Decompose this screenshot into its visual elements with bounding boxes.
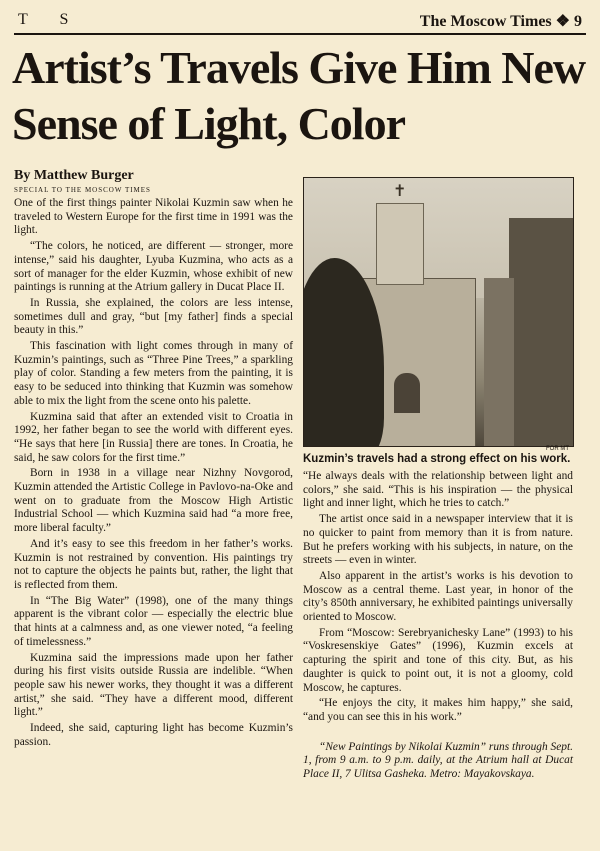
byline: By Matthew Burger [14, 168, 134, 183]
section-letters: T S [18, 11, 83, 28]
article-column-right [303, 470, 573, 784]
paragraph: Born in 1938 in a village near Nizhny Novgorod, Kuzmin attended the Artistic College in Pavlovo-na-Oke and went on to graduate from the Moscow High Artistic Industrial School — which Kuzmina said had “a more free, more liberal faculty.” [14, 467, 293, 535]
paragraph: One of the first things painter Nikolai Kuzmin saw when he traveled to Western Europe for the first time in 1991 was the light. [14, 197, 293, 237]
paragraph: Kuzmina said that after an extended visit to Croatia in 1992, her father began to see the world with different eyes. “He says that here [in Russia] there are tones. In Croatia, he said, he saw colors for the first time.” [14, 410, 293, 464]
paragraph: Indeed, she said, capturing light has become Kuzmin’s passion. [14, 722, 293, 748]
paragraph: “He always deals with the relationship between light and colors,” she said. “This is his inspiration — the physical light and inner light, which he tries to catch.” [303, 470, 573, 510]
paragraph: From “Moscow: Serebryanichesky Lane” (1993) to his “Voskresenskiye Gates” (1996), Kuzmin excels at capturing the spirit and tone of this city. But, as his daughter is quick to point out, it is not a gloomy, cold Moscow, he captures. [303, 626, 573, 694]
paragraph: In “The Big Water” (1998), one of the many things apparent is the vibrant color — especially the electric blue that hints at a calmness and, as one viewer noted, “a feeling of timelessness.” [14, 594, 293, 648]
paragraph: In Russia, she explained, the colors are less intense, sometimes dull and gray, “but [my father] finds a special beauty in this.” [14, 296, 293, 337]
paragraph: And it’s easy to see this freedom in her father’s works. Kuzmin is not restrained by convention. His paintings try not to capture the objects he paints but, rather, the light that is reflected from them. [14, 537, 293, 591]
byline-credit: SPECIAL TO THE MOSCOW TIMES [14, 186, 151, 194]
paragraph: “He enjoys the city, it makes him happy,” she said, “and you can see this in his work.” [303, 697, 573, 723]
page-header [14, 9, 586, 35]
article-photo [303, 177, 574, 447]
paragraph: Also apparent in the artist’s works is his devotion to Moscow as a central theme. Last year, in honor of the city’s 850th anniversary, he exhibited paintings universally oriented to Moscow. [303, 569, 573, 624]
photo-caption: Kuzmin’s travels had a strong effect on his work. [303, 453, 571, 465]
photo-credit: FOR MT [546, 446, 569, 452]
paragraph: “The colors, he noticed, are different — stronger, more intense,” said his daughter, Lyuba Kuzmina, who acts as a sort of manager for the elder Kuzmin, whose exhibit of new paintings is running at the Atrium gallery in Ducat Place II. [14, 240, 293, 294]
photo-building [484, 278, 514, 446]
photo-door [394, 373, 420, 413]
exhibit-info: “New Paintings by Nikolai Kuzmin” runs through Sept. 1, from 9 a.m. to 9 p.m. daily, at the Atrium hall at Ducat Place II, 7 Ulitsa Gasheka. Metro: Mayakovskaya. [303, 740, 573, 781]
paragraph: Kuzmina said the impressions made upon her father during his first visits outside Russia are indelible. “When people saw his newer works, they thought it was a different artist,” she said. “They have a different mood, different light.” [14, 651, 293, 719]
masthead: The Moscow Times ❖ 9 [419, 13, 582, 30]
article-column-left [14, 197, 293, 751]
paragraph: The artist once said in a newspaper interview that it is no quicker to paint from memory than it is from nature. But he prefers working with his subjects, in nature, on the streets — even in winter. [303, 513, 573, 567]
headline: Artist’s Travels Give Him New Sense of Light, Color [12, 42, 586, 149]
photo-cross: ✝ [393, 183, 407, 200]
photo-building [509, 218, 573, 446]
photo-bell-tower [376, 203, 424, 285]
paragraph: This fascination with light comes through in many of Kuzmin’s paintings, such as “Three Pine Trees,” a sparkling play of color. Standing a few meters from the painting, it is easy to be seduced into thinking that Kuzmin was somehow able to mix the light from the scene onto his palette. [14, 340, 293, 407]
